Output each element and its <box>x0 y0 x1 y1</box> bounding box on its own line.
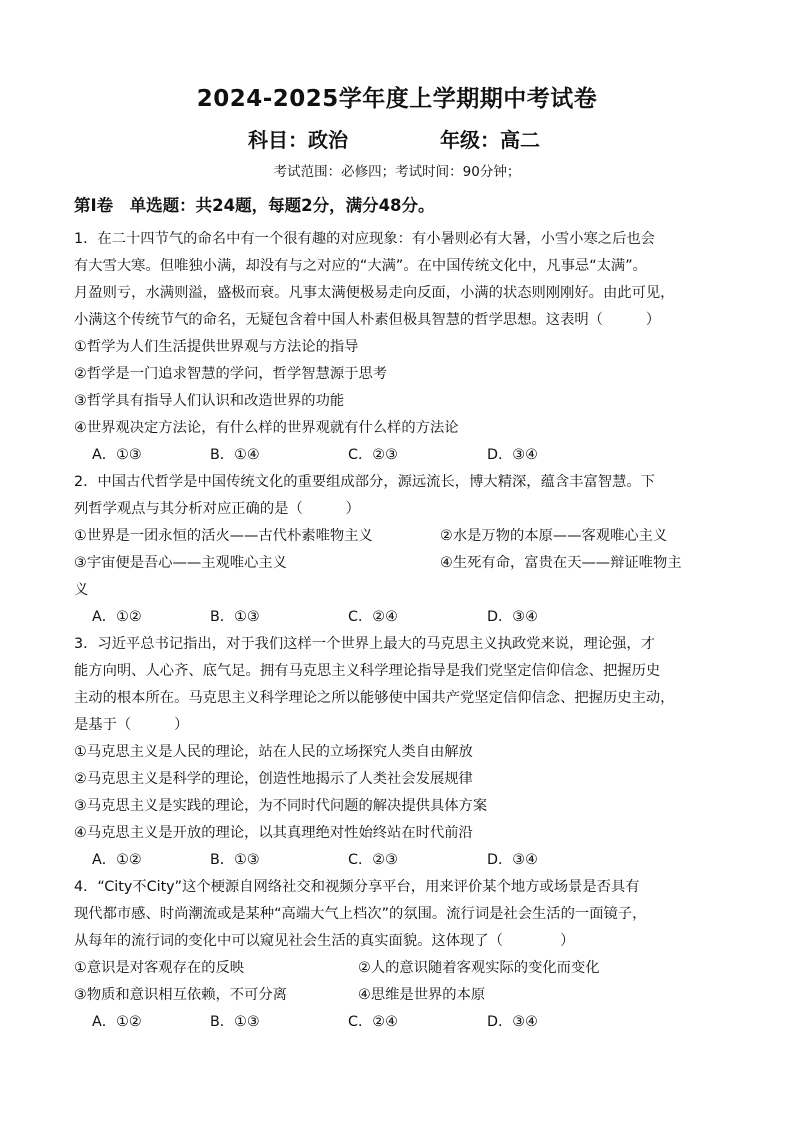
option-a[interactable]: A．①③ <box>92 447 142 463</box>
option-d[interactable]: D．③④ <box>487 1014 538 1030</box>
option-a[interactable]: A．①② <box>92 852 142 868</box>
option-d[interactable]: D．③④ <box>487 609 538 625</box>
option-d[interactable]: D．③④ <box>487 447 538 463</box>
statement-item: ②马克思主义是科学的理论，创造性地揭示了人类社会发展规律 <box>74 771 473 787</box>
question-1 <box>74 226 734 469</box>
option-b[interactable]: B．①③ <box>210 852 260 868</box>
answer-options <box>74 604 734 631</box>
question-stem-line: 现代都市感、时尚潮流或是某种“高端大气上档次”的氛围。流行词是社会生活的一面镜子， <box>74 906 647 922</box>
statement-item: ③哲学具有指导人们认识和改造世界的功能 <box>74 393 345 409</box>
question-3 <box>74 631 734 874</box>
statement-row <box>74 523 734 550</box>
question-stem-line: 主动的根本所在。马克思主义科学理论之所以能够使中国共产党坚定信仰信念、把握历史主动， <box>74 690 675 706</box>
question-2 <box>74 469 734 631</box>
option-c[interactable]: C．②③ <box>348 852 398 868</box>
question-stem-line: 1．在二十四节气的命名中有一个很有趣的对应现象：有小暑则必有大暑，小雪小寒之后也会 <box>74 231 655 247</box>
option-c[interactable]: C．②④ <box>348 1014 398 1030</box>
subject-label: 科目：政治 <box>248 128 348 152</box>
statement-item: ①意识是对客观存在的反映 <box>74 960 245 976</box>
statement-item: ①哲学为人们生活提供世界观与方法论的指导 <box>74 339 359 355</box>
statement-item: ④生死有命，富贵在天——辩证唯物主 <box>440 555 682 571</box>
statement-item: ④思维是世界的本原 <box>358 987 486 1003</box>
option-c[interactable]: C．②③ <box>348 447 398 463</box>
option-b[interactable]: B．①④ <box>210 447 260 463</box>
statement-item: ①世界是一团永恒的活火——古代朴素唯物主义 <box>74 528 373 544</box>
statement-row <box>74 982 734 1009</box>
question-stem-line: 4．“City不City”这个梗源自网络社交和视频分享平台，用来评价某个地方或场景是否具有 <box>74 879 640 895</box>
option-d[interactable]: D．③④ <box>487 852 538 868</box>
grade-label: 年级：高二 <box>440 128 540 152</box>
option-a[interactable]: A．①② <box>92 609 142 625</box>
statement-item: ①马克思主义是人民的理论，站在人民的立场探究人类自由解放 <box>74 744 473 760</box>
statement-row <box>74 550 734 577</box>
question-stem-line: 小满这个传统节气的命名，无疑包含着中国人朴素但极具智慧的哲学思想。这表明（ ） <box>74 312 661 328</box>
section-title: 第Ⅰ卷 单选题：共24题，每题2分，满分48分。 <box>74 196 435 215</box>
statement-item: ③马克思主义是实践的理论，为不同时代问题的解决提供具体方案 <box>74 798 488 814</box>
option-a[interactable]: A．①② <box>92 1014 142 1030</box>
answer-options <box>74 1009 734 1036</box>
question-4 <box>74 874 734 1036</box>
question-stem-line: 有大雪大寒。但唯独小满，却没有与之对应的“大满”。在中国传统文化中，凡事忌“太满”。 <box>74 258 647 274</box>
statement-item: ②哲学是一门追求智慧的学问，哲学智慧源于思考 <box>74 366 388 382</box>
statement-item: ③物质和意识相互依赖，不可分离 <box>74 987 287 1003</box>
statement-item-continued: 义 <box>74 582 89 598</box>
statement-row <box>74 955 734 982</box>
question-stem-line: 2．中国古代哲学是中国传统文化的重要组成部分，源远流长，博大精深，蕴含丰富智慧。下 <box>74 474 655 490</box>
option-c[interactable]: C．②④ <box>348 609 398 625</box>
exam-title: 2024-2025学年度上学期期中考试卷 <box>196 86 598 112</box>
option-b[interactable]: B．①③ <box>210 609 260 625</box>
question-stem-line: 从每年的流行词的变化中可以窥见社会生活的真实面貌。这体现了（ ） <box>74 933 575 949</box>
question-stem-line: 是基于（ ） <box>74 717 189 733</box>
statement-item: ③宇宙便是吾心——主观唯心主义 <box>74 555 287 571</box>
statement-item: ④马克思主义是开放的理论，以其真理绝对性始终站在时代前沿 <box>74 825 473 841</box>
exam-scope: 考试范围：必修四；考试时间：90分钟； <box>273 164 521 180</box>
statement-item: ②人的意识随着客观实际的变化而变化 <box>358 960 600 976</box>
statement-item: ④世界观决定方法论，有什么样的世界观就有什么样的方法论 <box>74 420 459 436</box>
question-stem-line: 能方向明、人心齐、底气足。拥有马克思主义科学理论指导是我们党坚定信仰信念、把握历史 <box>74 663 661 679</box>
question-stem-line: 3．习近平总书记指出，对于我们这样一个世界上最大的马克思主义执政党来说，理论强，才 <box>74 636 655 652</box>
question-stem-line: 列哲学观点与其分析对应正确的是（ ） <box>74 501 360 517</box>
option-b[interactable]: B．①③ <box>210 1014 260 1030</box>
answer-options <box>74 442 734 469</box>
answer-options <box>74 847 734 874</box>
question-stem-line: 月盈则亏，水满则溢，盛极而衰。凡事太满便极易走向反面，小满的状态则刚刚好。由此可见， <box>74 285 675 301</box>
subject-grade-line <box>0 124 794 154</box>
statement-item: ②水是万物的本原——客观唯心主义 <box>440 528 668 544</box>
